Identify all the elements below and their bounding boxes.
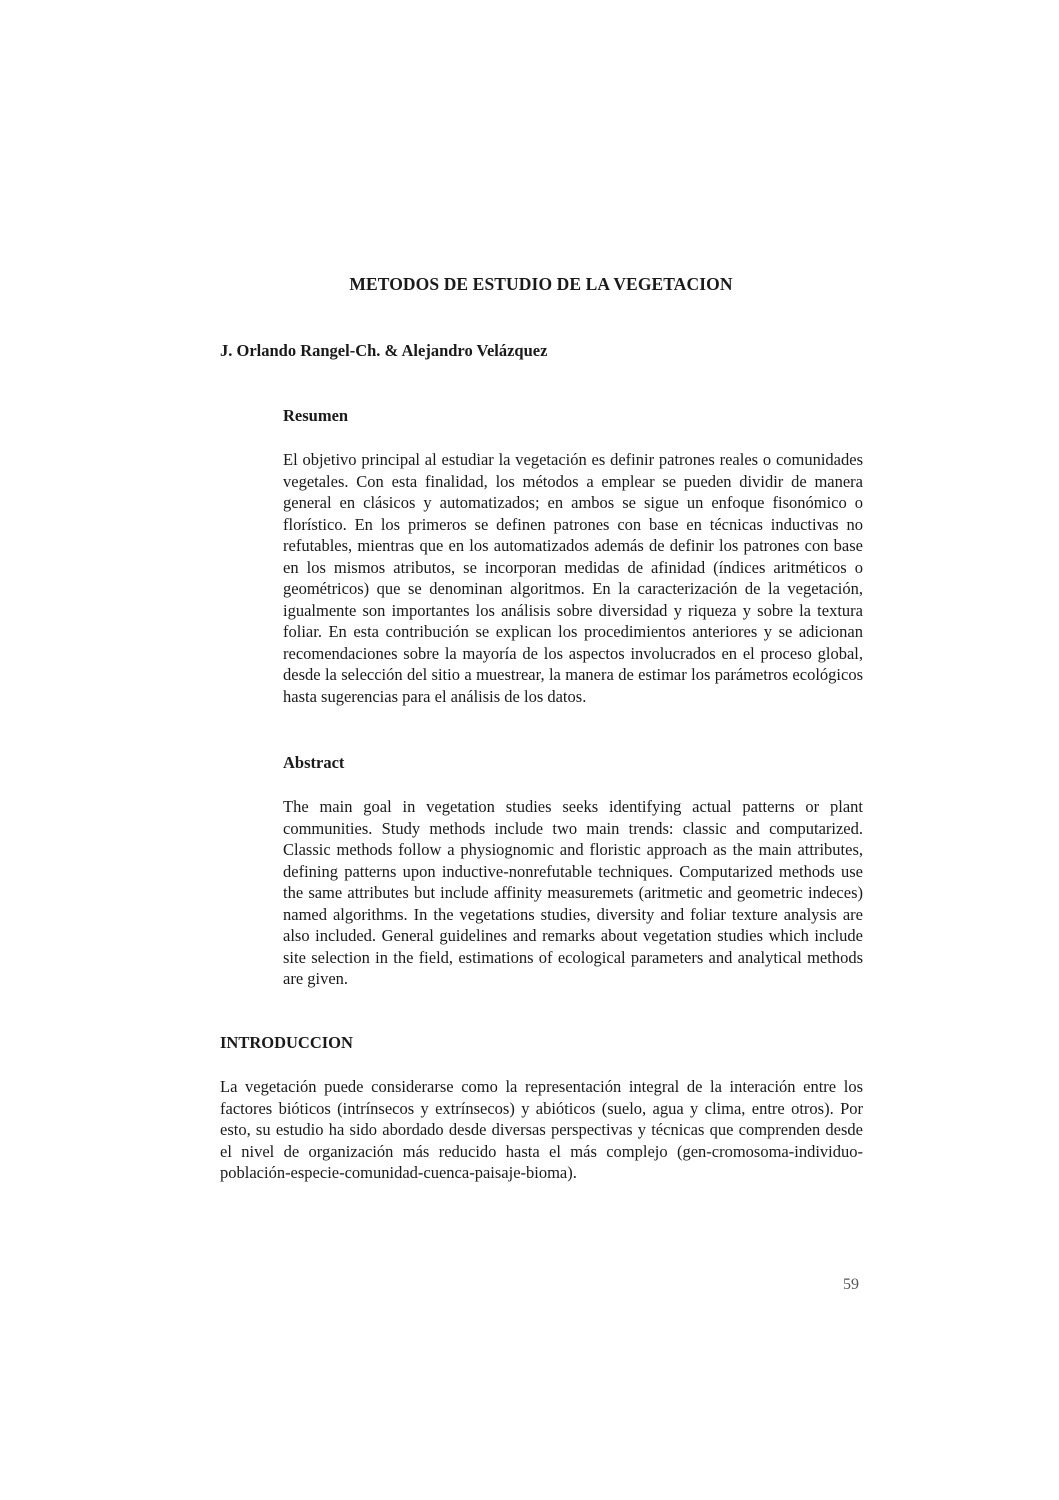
resumen-paragraph: El objetivo principal al estudiar la vegetación es definir patrones reales o comunidades vegetales. Con esta finalidad, los métodos a emplear se pueden dividir de manera general en clásicos y automatizados; en ambos se sigue un enfoque fisonómico o florístico. En los primeros se definen patrones con base en técnicas inductivas no refutables, mientras que en los automatizados además de definir los patrones con base en los mismos atributos, se incorporan medidas de afinidad (índices aritméticos o geométricos) que se denominan algoritmos. En la caracterización de la vegetación, igualmente son importantes los análisis sobre diversidad y riqueza y sobre la textura foliar. En esta contribución se explican los procedimientos anteriores y se adicionan recomendaciones sobre la mayoría de los aspectos involucrados en el proceso global, desde la selección del sitio a muestrear, la manera de estimar los parámetros ecológicos hasta sugerencias para el análisis de los datos.	[283, 450, 863, 706]
authors-line: J. Orlando Rangel-Ch. & Alejandro Velázquez	[220, 341, 548, 360]
resumen-heading: Resumen	[283, 406, 349, 425]
page-number: 59	[843, 1276, 859, 1293]
introduccion-paragraph: La vegetación puede considerarse como la representación integral de la interación entre los factores bióticos (intrínsecos y extrínsecos) y abióticos (suelo, agua y clima, entre otros). Por esto, su estudio ha sido abordado desde diversas perspectivas y técnicas que comprenden desde el nivel de organización más reducido hasta el más complejo (gen-cromosoma-individuo-población-especie-comunidad-cuenca-paisaje-bioma).	[220, 1077, 863, 1182]
abstract-heading: Abstract	[283, 753, 345, 772]
introduccion-heading: INTRODUCCION	[220, 1033, 353, 1052]
document-title: METODOS DE ESTUDIO DE LA VEGETACION	[349, 274, 733, 294]
abstract-paragraph: The main goal in vegetation studies seeks identifying actual patterns or plant communities. Study methods include two main trends: classic and computarized. Classic methods follow a physiognomic and floristic approach as the main attributes, defining patterns upon inductive-nonrefutable techniques. Computarized methods use the same attributes but include affinity measuremets (aritmetic and geometric indeces) named algorithms. In the vegetations studies, diversity and foliar texture analysis are also included. General guidelines and remarks about vegetation studies which include site selection in the field, estimations of ecological parameters and analytical methods are given.	[283, 797, 863, 988]
